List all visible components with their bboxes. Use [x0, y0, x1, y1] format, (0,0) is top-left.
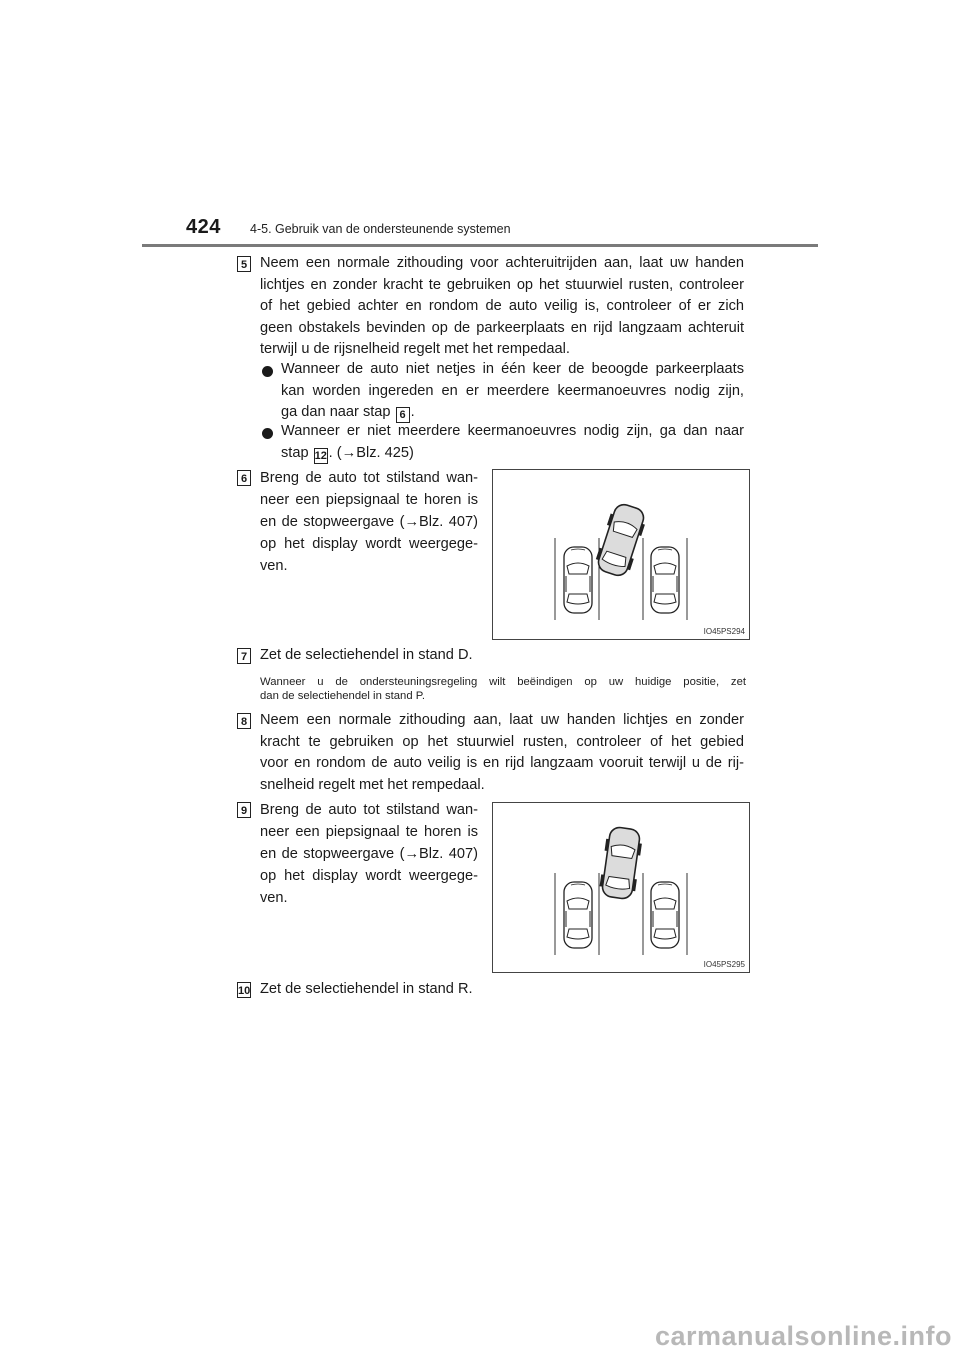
step-7-marker: 7	[237, 648, 251, 664]
step-8-marker: 8	[237, 713, 251, 729]
step-5-text: Neem een normale zithouding voor achteruitrijden aan, laat uw handen lichtjes en zonder kracht te gebruiken op het stuurwiel rusten, controleer of het gebied achter en rondom de auto veilig is, controleer of er zich geen obstakels bevinden op de parkeerplaats en rijd langzaam achteruit terwijl u de rijsnelheid regelt met het rempedaal.	[260, 255, 744, 357]
parking-diagram	[493, 803, 749, 972]
section-title: 4-5. Gebruik van de ondersteunende systemen	[250, 222, 511, 236]
step-5-bullet-1: Wanneer de auto niet netjes in één keer de beoogde parkeerplaats kan worden ingereden en er meerdere keermanoeuvres nodig zijn, ga dan naar stap 6 .	[281, 361, 744, 421]
bullet-dot	[262, 428, 273, 439]
header-rule	[142, 244, 818, 247]
step-7-note: Wanneer u de ondersteuningsregeling wilt beëindigen op uw huidige positie, zet dan de selectiehendel in stand P.	[260, 676, 746, 702]
step-6-marker: 6	[237, 470, 251, 486]
step-ref-6: 6	[396, 407, 410, 423]
step-8-text: Neem een normale zithouding aan, laat uw handen lichtjes en zonder kracht te gebruiken op het stuurwiel rusten, controleer of het gebied voor en rondom de auto veilig is en rijd langzaam vooruit terwijl u de rij- snelheid regelt met het rempedaal.	[260, 712, 744, 793]
parking-figure-295	[492, 802, 750, 973]
step-10-marker: 10	[237, 982, 251, 998]
parking-figure-294	[492, 469, 750, 640]
page-number: 424	[186, 216, 221, 238]
bullet-dot	[262, 366, 273, 377]
step-5-bullet-2: Wanneer er niet meerdere keermanoeuvres nodig zijn, ga dan naar stap 12 . (→Blz. 425)	[281, 423, 744, 462]
step-5-marker: 5	[237, 256, 251, 272]
figure-code: IO45PS295	[703, 960, 745, 969]
step-6-text: Breng de auto tot stilstand wan- neer een piepsignaal te horen is en de stopweergave (→Blz. 407) op het display wordt weergege- ven.	[260, 470, 478, 574]
step-9-text: Breng de auto tot stilstand wan- neer een piepsignaal te horen is en de stopweergave (→Blz. 407) op het display wordt weergege- ven.	[260, 802, 478, 906]
step-7-text: Zet de selectiehendel in stand D.	[260, 647, 473, 663]
step-9-marker: 9	[237, 802, 251, 818]
watermark: carmanualsonline.info	[654, 1321, 952, 1351]
figure-code: IO45PS294	[703, 627, 745, 636]
step-10-text: Zet de selectiehendel in stand R.	[260, 981, 473, 997]
parking-diagram	[493, 470, 749, 639]
step-ref-12: 12	[314, 449, 327, 462]
